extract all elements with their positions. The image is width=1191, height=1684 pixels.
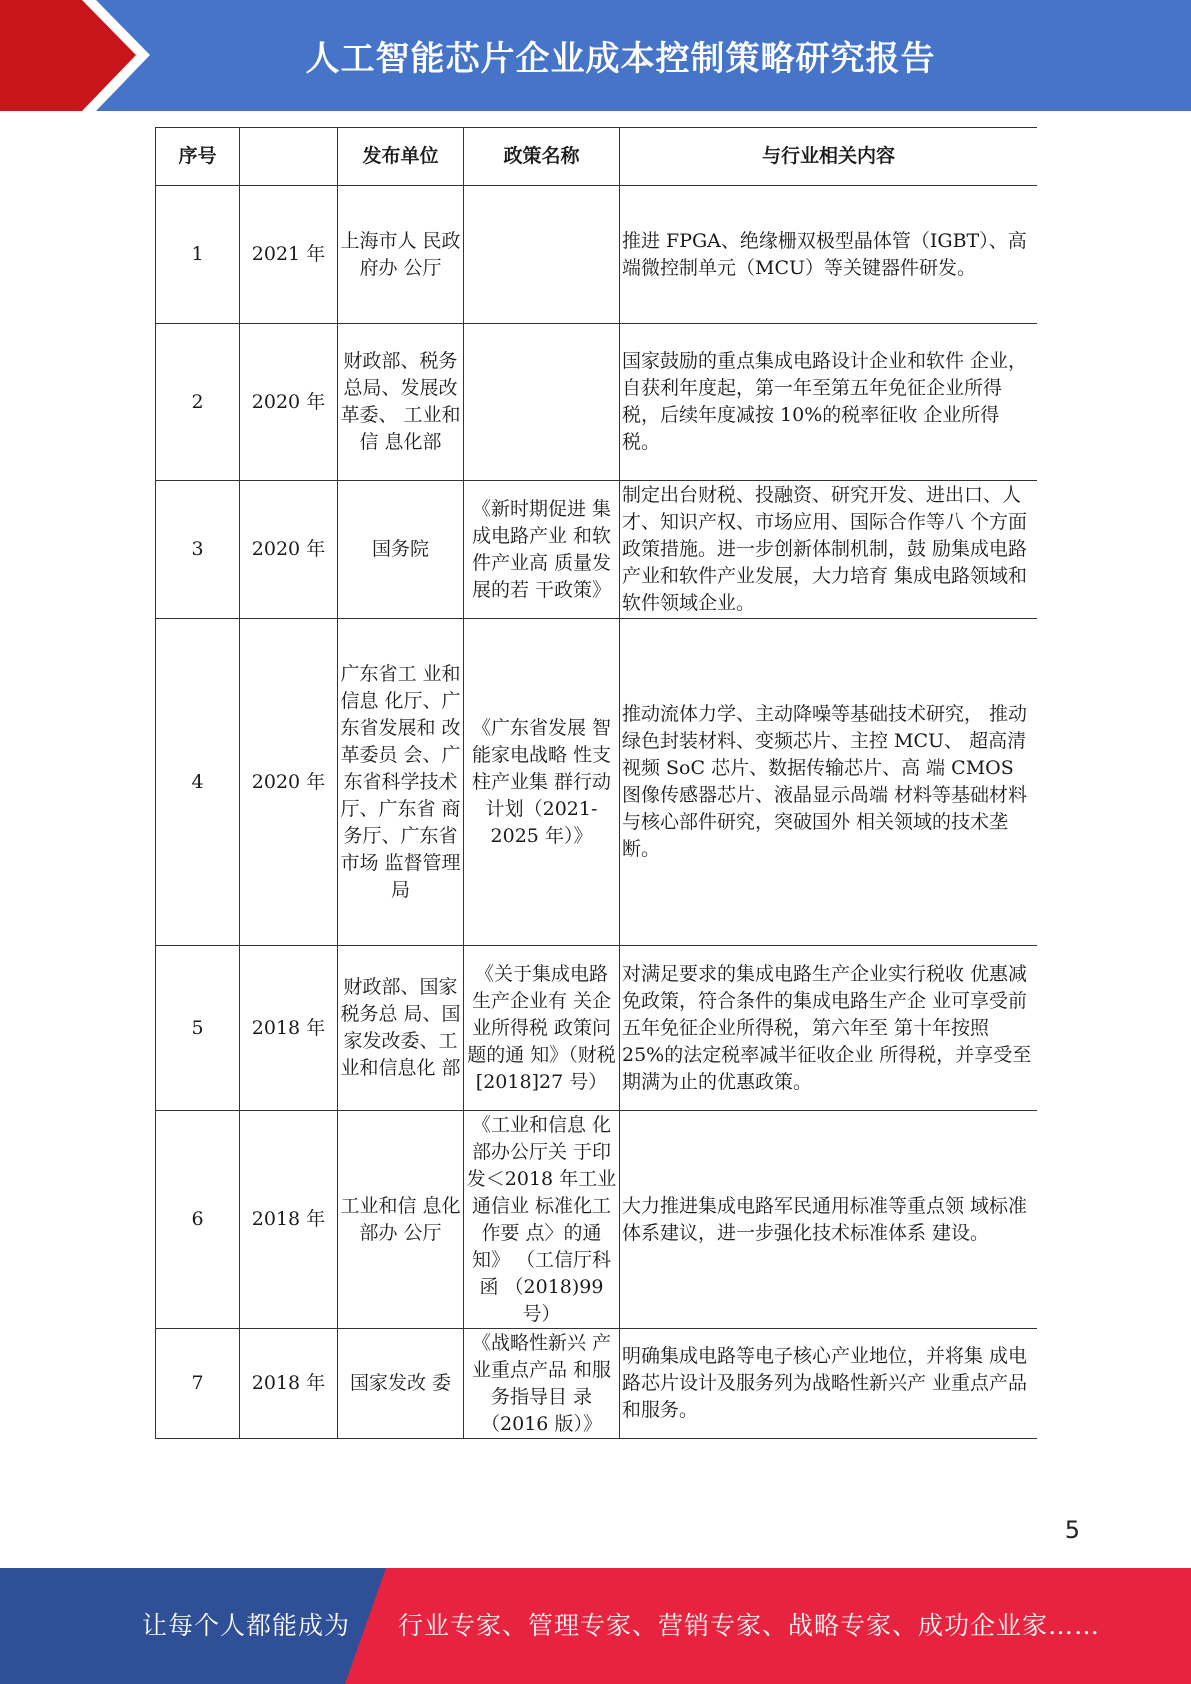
table-row [156, 946, 1038, 1111]
page-footer [0, 1568, 1191, 1684]
cell-policy-name [464, 324, 620, 481]
cell-no: 7 [156, 1329, 240, 1439]
cell-content: 推进 FPGA、绝缘栅双极型晶体管（IGBT）、高端微控制单元（MCU）等关键器件研发。 [620, 186, 1038, 324]
cell-no: 1 [156, 186, 240, 324]
page-header [0, 0, 1191, 111]
cell-policy-name: 《广东省发展 智能家电战略 性支柱产业集 群行动计划（2021-2025 年）》 [464, 619, 620, 946]
footer-slogan-right: 行业专家、管理专家、营销专家、战略专家、成功企业家…… [398, 1611, 1101, 1640]
header-no: 序号 [156, 128, 240, 186]
cell-content: 明确集成电路等电子核心产业地位，并将集 成电路芯片设计及服务列为战略性新兴产 业重点产品和服务。 [620, 1329, 1038, 1439]
cell-content: 推动流体力学、主动降噪等基础技术研究， 推动绿色封装材料、变频芯片、主控 MCU、 超高清视频 SoC 芯片、数据传输芯片、高 端 CMOS 图像传感器芯片、液晶显示咼端 材料等基础材料与核心部件研究，突破国外 相关领域的技术垄断。 [620, 619, 1038, 946]
cell-publisher: 财政部、税务总局、发展改革委、 工业和信 息化部 [338, 324, 464, 481]
footer-slogan-left: 让每个人都能成为 [142, 1611, 351, 1640]
cell-no: 4 [156, 619, 240, 946]
header-year [240, 128, 338, 186]
table-row [156, 324, 1038, 481]
cell-year: 2020 年 [240, 619, 338, 946]
cell-policy-name: 《战略性新兴 产业重点产品 和服务指导目 录（2016 版）》 [464, 1329, 620, 1439]
cell-publisher: 财政部、国家税务总 局、国家发改委、工业和信息化 部 [338, 946, 464, 1111]
header-content: 与行业相关内容 [620, 128, 1038, 186]
table-row [156, 186, 1038, 324]
cell-no: 3 [156, 481, 240, 619]
table-row [156, 1329, 1038, 1439]
policy-table-container [155, 127, 1037, 1439]
cell-year: 2018 年 [240, 946, 338, 1111]
cell-no: 5 [156, 946, 240, 1111]
header-arrow-accent [0, 0, 150, 111]
table-row [156, 481, 1038, 619]
cell-policy-name: 《工业和信息 化部办公厅关 于印发＜2018 年工业通信业 标准化工作要 点〉的通知》 （工信厅科函 （2018)99 号） [464, 1111, 620, 1329]
cell-publisher: 国家发改 委 [338, 1329, 464, 1439]
cell-year: 2020 年 [240, 324, 338, 481]
cell-content: 对满足要求的集成电路生产企业实行税收 优惠减免政策，符合条件的集成电路生产企 业可享受前五年免征企业所得税，第六年至 第十年按照 25%的法定税率减半征收企业 所得税，并享受至期满为止的优惠政策。 [620, 946, 1038, 1111]
cell-year: 2018 年 [240, 1329, 338, 1439]
cell-year: 2021 年 [240, 186, 338, 324]
cell-policy-name: 《新时期促进 集成电路产业 和软件产业高 质量发展的若 干政策》 [464, 481, 620, 619]
cell-year: 2018 年 [240, 1111, 338, 1329]
page-number: 5 [1064, 1516, 1080, 1544]
cell-policy-name [464, 186, 620, 324]
table-row [156, 1111, 1038, 1329]
cell-publisher: 国务院 [338, 481, 464, 619]
cell-content: 制定出台财税、投融资、研究开发、进出口、人才、知识产权、市场应用、国际合作等八 个方面政策措施。进一步创新体制机制，鼓 励集成电路产业和软件产业发展，大力培育 集成电路领域和软件领域企业。 [620, 481, 1038, 619]
cell-no: 6 [156, 1111, 240, 1329]
cell-publisher: 上海市人 民政府办 公厅 [338, 186, 464, 324]
cell-content: 国家鼓励的重点集成电路设计企业和软件 企业，自获利年度起，第一年至第五年免征企业所得税，后续年度减按 10%的税率征收 企业所得税。 [620, 324, 1038, 481]
cell-year: 2020 年 [240, 481, 338, 619]
cell-content: 大力推进集成电路军民通用标准等重点领 域标准体系建议，进一步强化技术标准体系 建设。 [620, 1111, 1038, 1329]
policy-table [155, 127, 1037, 1439]
table-header-row [156, 128, 1038, 186]
cell-no: 2 [156, 324, 240, 481]
header-publisher: 发布单位 [338, 128, 464, 186]
cell-publisher: 工业和信 息化部办 公厅 [338, 1111, 464, 1329]
report-title: 人工智能芯片企业成本控制策略研究报告 [305, 39, 936, 79]
cell-publisher: 广东省工 业和信息 化厅、广东省发展和 改革委员 会、广东省科学技术 厅、广东省 商务厅、广东省市场 监督管理 局 [338, 619, 464, 946]
table-row [156, 619, 1038, 946]
cell-policy-name: 《关于集成电路生产企业有 关企业所得税 政策问题的通 知》（财税[2018]27 号） [464, 946, 620, 1111]
header-policy-name: 政策名称 [464, 128, 620, 186]
